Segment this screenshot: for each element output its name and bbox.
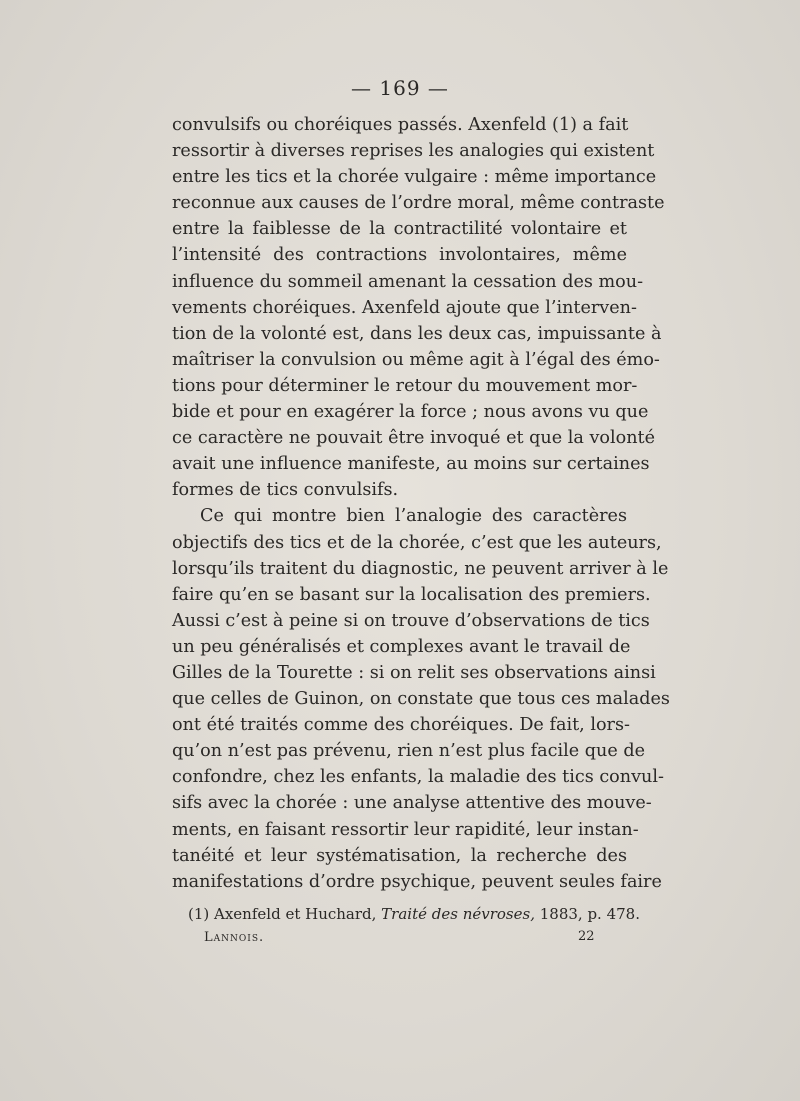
body-text [172, 112, 670, 895]
text-line: vements choréiques. Axenfeld ajoute que l’interven- [172, 297, 637, 318]
text-line: avait une influence manifeste, au moins sur certaines [172, 454, 650, 475]
text-line: Aussi c’est à peine si on trouve d’observations de tics [172, 610, 650, 631]
text-line: ce caractère ne pouvait être invoqué et que la volonté [172, 428, 656, 449]
page-number: — 169 — [351, 76, 449, 100]
text-line: qu’on n’est pas prévenu, rien n’est plus facile que de [172, 741, 646, 762]
text-line: formes de tics convulsifs. [172, 480, 399, 501]
text-line: convulsifs ou choréiques passés. Axenfeld (1) a fait [172, 115, 629, 135]
text-line: maîtriser la convulsion ou même agit à l’égal des émo- [172, 349, 660, 370]
sheet-number: 22 [578, 929, 595, 944]
text-line: l’intensité des contractions involontaires, même [172, 245, 627, 266]
text-line: Gilles de la Tourette : si on relit ses observations ainsi [172, 662, 656, 683]
text-line: que celles de Guinon, on constate que tous ces malades [172, 689, 670, 710]
text-line: objectifs des tics et de la chorée, c’est que les auteurs, [172, 532, 662, 553]
text-line: un peu généralisés et complexes avant le travail de [172, 636, 631, 657]
text-line: tion de la volonté est, dans les deux cas, impuissante à [172, 323, 662, 344]
text-line: reconnue aux causes de l’ordre moral, même contraste [172, 193, 665, 214]
footnote-title: Traité des névroses, [381, 905, 535, 923]
text-line: tanéité et leur systématisation, la recherche des [172, 845, 627, 866]
footnote-suffix: 1883, p. 478. [534, 905, 640, 923]
text-line: ments, en faisant ressortir leur rapidité, leur instan- [172, 819, 639, 840]
text-line: influence du sommeil amenant la cessation des mou- [172, 271, 644, 292]
text-line: ressortir à diverses reprises les analogies qui existent [172, 141, 655, 162]
text-line: lorsqu’ils traitent du diagnostic, ne peuvent arriver à le [172, 558, 669, 579]
text-line: ont été traités comme des choréiques. De fait, lors- [172, 715, 630, 736]
text-line: manifestations d’ordre psychique, peuvent seules faire [172, 871, 662, 892]
text-line: faire qu’en se basant sur la localisation des premiers. [172, 584, 651, 605]
footnote [188, 905, 640, 923]
text-line: tions pour déterminer le retour du mouvement mor- [172, 375, 638, 396]
text-line: bide et pour en exagérer la force ; nous avons vu que [172, 402, 649, 423]
footnote-prefix: (1) Axenfeld et Huchard, [188, 905, 382, 923]
text-line: entre la faiblesse de la contractilité volontaire et [172, 219, 627, 240]
signature-text: Lannois. [204, 930, 265, 945]
text-line: sifs avec la chorée : une analyse attentive des mouve- [172, 793, 652, 814]
printer-signature [204, 930, 264, 945]
text-line: Ce qui montre bien l’analogie des caractères [200, 506, 627, 527]
text-line: entre les tics et la chorée vulgaire : même importance [172, 167, 657, 188]
text-line: confondre, chez les enfants, la maladie des tics convul- [172, 767, 664, 788]
